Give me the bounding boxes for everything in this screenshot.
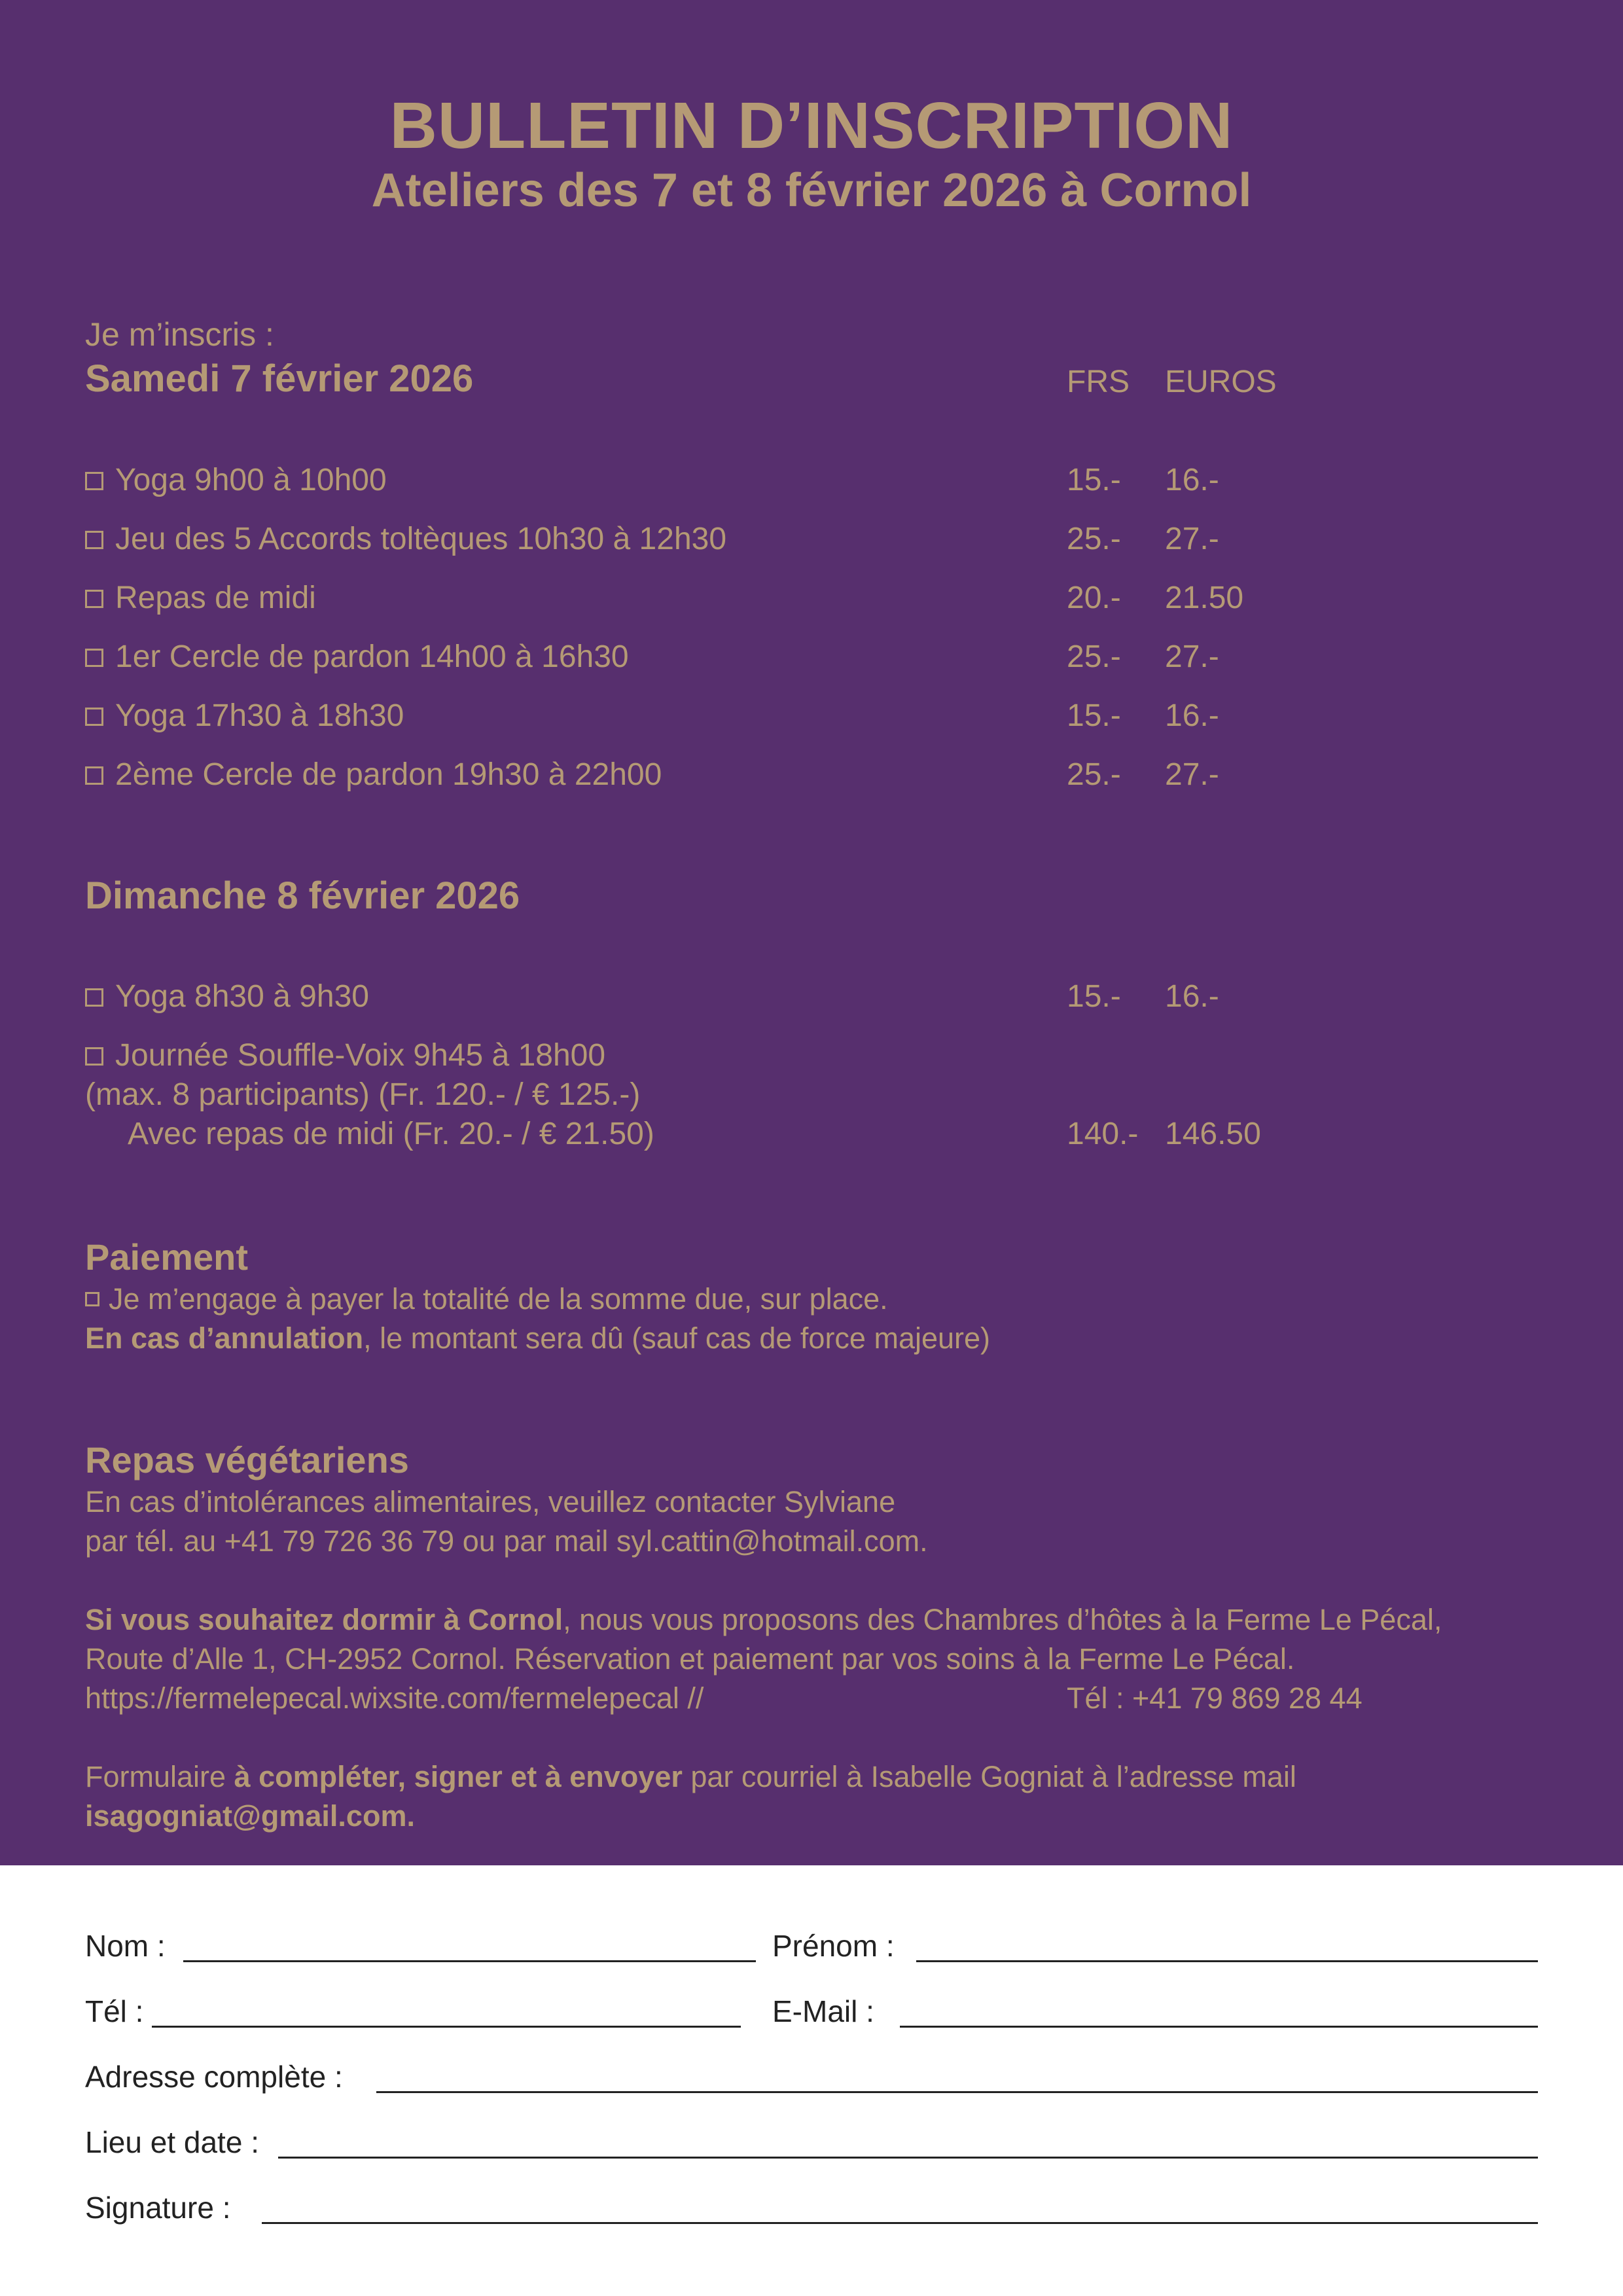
lodging-phone: Tél : +41 79 869 28 44: [1067, 1681, 1363, 1715]
column-euros: EUROS: [1165, 365, 1277, 399]
checkbox-icon[interactable]: [85, 649, 103, 667]
adresse-label: Adresse complète :: [85, 2060, 343, 2094]
checkbox-icon[interactable]: [85, 766, 103, 785]
column-frs: FRS: [1067, 365, 1130, 399]
checkbox-icon[interactable]: [85, 988, 103, 1007]
price-euros: 16.-: [1165, 463, 1219, 497]
lieu-date-field[interactable]: [278, 2157, 1538, 2159]
form-note-line-1: Formulaire à compléter, signer et à envoyer par courriel à Isabelle Gogniat à l’adresse mail: [85, 1760, 1296, 1793]
nom-label: Nom :: [85, 1929, 166, 1963]
email-label: E-Mail :: [772, 1994, 874, 2028]
tel-label: Tél :: [85, 1994, 144, 2028]
lodging-url-link[interactable]: https://fermelepecal.wixsite.com/fermelepecal //: [85, 1681, 704, 1715]
intro-text: Je m’inscris :: [85, 316, 274, 353]
price-frs: 25.-: [1067, 522, 1121, 556]
price-euros: 27.-: [1165, 757, 1219, 792]
signature-label: Signature :: [85, 2191, 231, 2225]
nom-field[interactable]: [183, 1960, 756, 1962]
form-note-email[interactable]: isagogniat@gmail.com.: [85, 1799, 415, 1833]
list-item-sun-journee: Journée Souffle-Voix 9h45 à 18h00: [85, 1037, 605, 1073]
checkbox-icon[interactable]: [85, 472, 103, 490]
price-frs: 25.-: [1067, 639, 1121, 674]
tel-field[interactable]: [152, 2026, 741, 2028]
payment-heading: Paiement: [85, 1236, 248, 1278]
payment-commitment: Je m’engage à payer la totalité de la somme due, sur place.: [85, 1280, 888, 1319]
list-item-sat-cercle-1: 1er Cercle de pardon 14h00 à 16h30: [85, 639, 629, 675]
checkbox-icon[interactable]: [85, 531, 103, 549]
price-euros: 146.50: [1165, 1117, 1261, 1151]
meals-heading: Repas végétariens: [85, 1439, 409, 1480]
prenom-label: Prénom :: [772, 1929, 895, 1963]
price-frs: 15.-: [1067, 698, 1121, 733]
cancellation-note: En cas d’annulation, le montant sera dû (sauf cas de force majeure): [85, 1321, 991, 1355]
checkbox-icon[interactable]: [85, 1047, 103, 1066]
journee-lunch-option: Avec repas de midi (Fr. 20.- / € 21.50): [128, 1117, 654, 1151]
checkbox-icon[interactable]: [85, 708, 103, 726]
price-frs: 25.-: [1067, 757, 1121, 792]
price-euros: 16.-: [1165, 979, 1219, 1014]
price-euros: 16.-: [1165, 698, 1219, 733]
list-item-sat-yoga-evening: Yoga 17h30 à 18h30: [85, 698, 404, 734]
lodging-line-2: Route d’Alle 1, CH-2952 Cornol. Réservation et paiement par vos soins à la Ferme Le Pécal.: [85, 1642, 1295, 1676]
email-field[interactable]: [900, 2026, 1538, 2028]
saturday-heading: Samedi 7 février 2026: [85, 357, 474, 400]
prenom-field[interactable]: [916, 1960, 1538, 1962]
signature-field[interactable]: [262, 2222, 1538, 2224]
price-frs: 20.-: [1067, 581, 1121, 615]
list-item-sat-cercle-2: 2ème Cercle de pardon 19h30 à 22h00: [85, 757, 662, 793]
list-item-sat-accords: Jeu des 5 Accords toltèques 10h30 à 12h30: [85, 521, 726, 557]
lieu-date-label: Lieu et date :: [85, 2125, 259, 2159]
price-frs: 15.-: [1067, 463, 1121, 497]
list-item-sat-yoga-morning: Yoga 9h00 à 10h00: [85, 462, 387, 498]
price-euros: 21.50: [1165, 581, 1244, 615]
sunday-heading: Dimanche 8 février 2026: [85, 874, 520, 917]
price-euros: 27.-: [1165, 639, 1219, 674]
list-item-sat-lunch: Repas de midi: [85, 580, 316, 616]
price-frs: 15.-: [1067, 979, 1121, 1014]
meals-line-1: En cas d’intolérances alimentaires, veuillez contacter Sylviane: [85, 1485, 896, 1518]
list-item-sun-yoga: Yoga 8h30 à 9h30: [85, 978, 369, 1014]
price-frs: 140.-: [1067, 1117, 1139, 1151]
checkbox-icon[interactable]: [85, 1292, 99, 1306]
adresse-field[interactable]: [376, 2091, 1538, 2093]
journee-details: (max. 8 participants) (Fr. 120.- / € 125.-): [85, 1077, 641, 1112]
meals-line-2: par tél. au +41 79 726 36 79 ou par mail syl.cattin@hotmail.com.: [85, 1524, 928, 1558]
page-subtitle: Ateliers des 7 et 8 février 2026 à Cornol: [371, 164, 1252, 217]
lodging-line-1: Si vous souhaitez dormir à Cornol, nous vous proposons des Chambres d’hôtes à la Ferme Le Pécal,: [85, 1603, 1442, 1636]
checkbox-icon[interactable]: [85, 590, 103, 608]
price-euros: 27.-: [1165, 522, 1219, 556]
page-title: BULLETIN D’INSCRIPTION: [389, 89, 1234, 162]
